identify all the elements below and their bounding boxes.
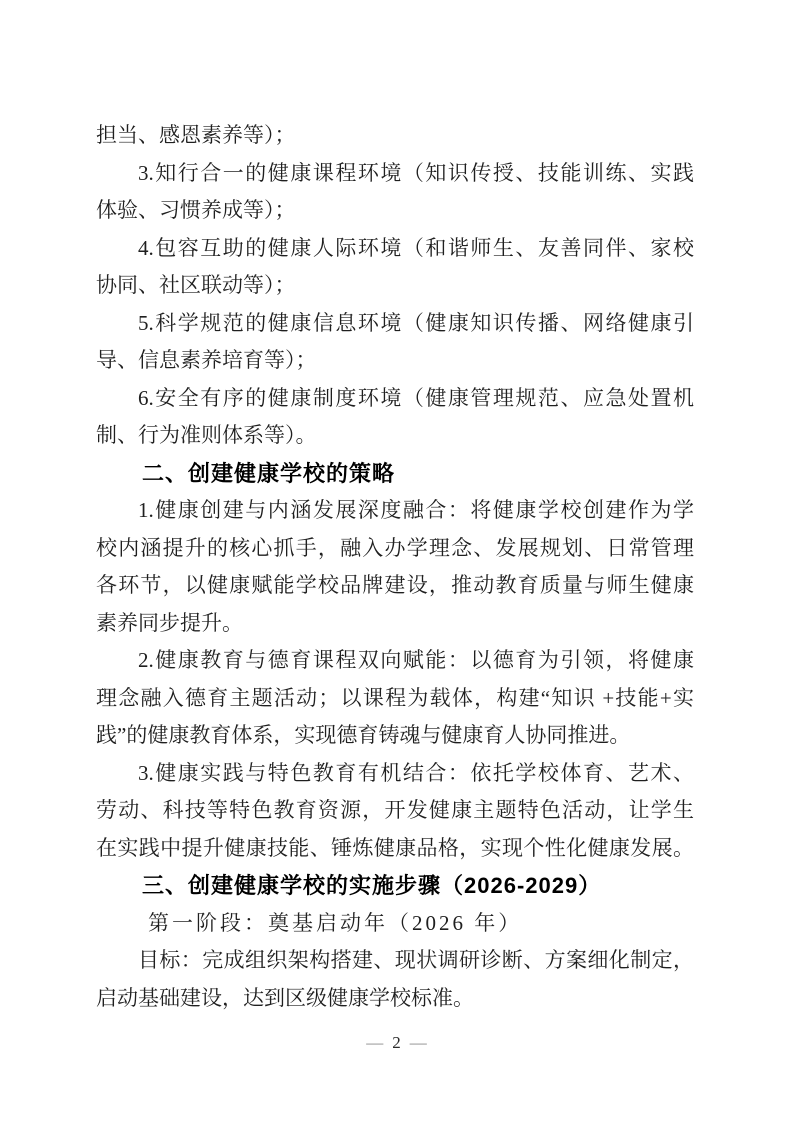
text-line: 各环节，以健康赋能学校品牌建设，推动教育质量与师生健康 [96, 573, 694, 597]
text-line: 协同、社区联动等）； [96, 273, 296, 297]
text-line: 制、行为准则体系等）。 [96, 423, 317, 447]
text-line: 担当、感恩素养等）； [96, 123, 296, 147]
text-line: 目标：完成组织架构搭建、现状调研诊断、方案细化制定， [138, 948, 694, 972]
text-line: 启动基础建设，达到区级健康学校标准。 [96, 985, 474, 1010]
footer-right-dash: — [409, 1033, 427, 1052]
page-footer [0, 1033, 793, 1053]
text-line: 1.健康创建与内涵发展深度融合：将健康学校创建作为学 [138, 498, 694, 522]
page-number: 2 [392, 1033, 401, 1052]
text-line: 3.健康实践与特色教育有机结合：依托学校体育、艺术、 [138, 760, 694, 785]
section-heading: 二、创建健康学校的策略 [142, 460, 396, 486]
document-body [96, 117, 694, 1017]
text-line: 理念融入德育主题活动；以课程为载体，构建“知识 +技能+实 [96, 685, 694, 710]
text-line: 在实践中提升健康技能、锤炼健康品格，实现个性化健康发展。 [96, 835, 694, 860]
section-heading: 三、创建健康学校的实施步骤（2026-2029） [142, 873, 602, 898]
text-line: 素养同步提升。 [96, 610, 243, 635]
text-line: 劳动、科技等特色教育资源，开发健康主题特色活动，让学生 [96, 798, 694, 822]
text-line: 第一阶段：奠基启动年（2026 年） [148, 910, 523, 935]
text-line: 校内涵提升的核心抓手，融入办学理念、发展规划、日常管理 [96, 535, 694, 560]
text-line: 体验、习惯养成等）； [96, 198, 296, 222]
text-line: 3.知行合一的健康课程环境（知识传授、技能训练、实践 [138, 160, 694, 185]
text-line: 5.科学规范的健康信息环境（健康知识传播、网络健康引 [138, 310, 694, 335]
text-line: 4.包容互助的健康人际环境（和谐师生、友善同伴、家校 [138, 235, 694, 260]
text-line: 导、信息素养培育等）； [96, 348, 317, 372]
text-line: 2.健康教育与德育课程双向赋能：以德育为引领，将健康 [138, 648, 694, 672]
footer-left-dash: — [366, 1033, 384, 1052]
text-line: 践”的健康教育体系，实现德育铸魂与健康育人协同推进。 [96, 723, 631, 747]
text-line: 6.安全有序的健康制度环境（健康管理规范、应急处置机 [138, 385, 694, 410]
